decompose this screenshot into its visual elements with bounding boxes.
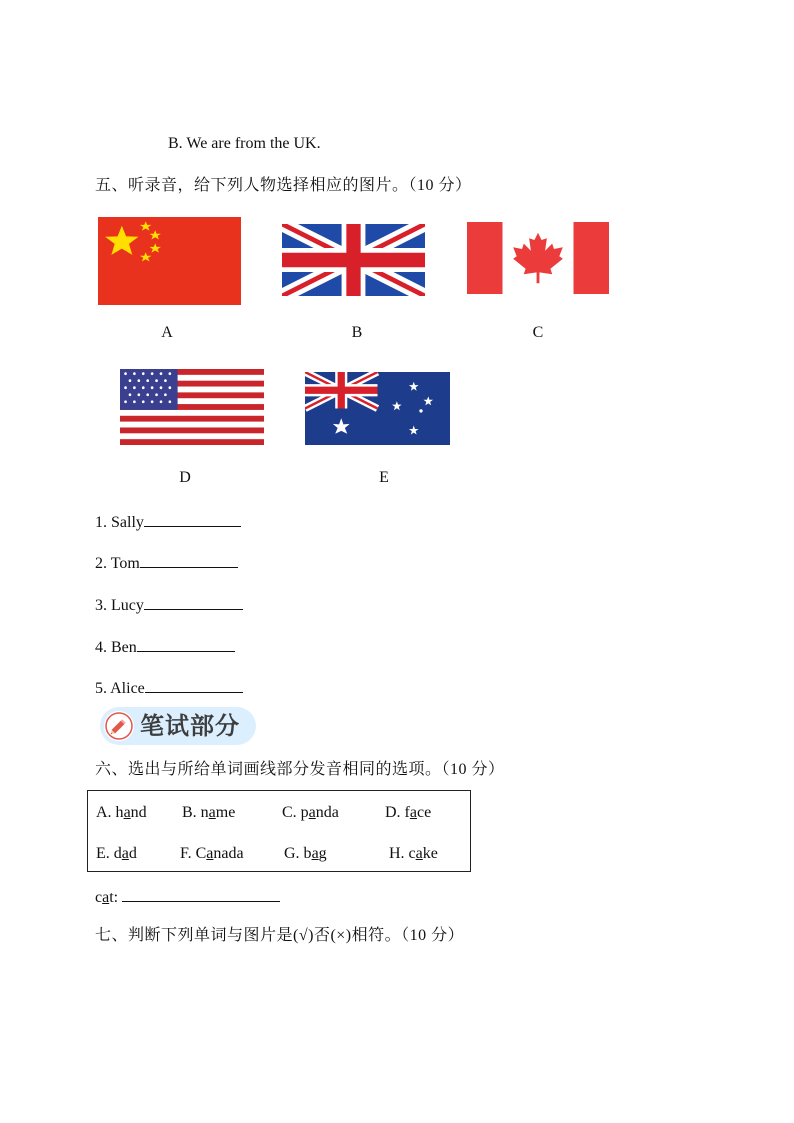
question-label: 1. Sally	[95, 514, 144, 531]
australia-flag-icon	[305, 372, 450, 445]
option-b-text: B. We are from the UK.	[168, 135, 321, 152]
target-word-line	[95, 885, 280, 908]
question-label: 5. Alice	[95, 680, 145, 697]
answer-blank[interactable]	[137, 635, 235, 652]
option-f: F. Canada	[180, 845, 244, 862]
flag-caption-b: B	[351, 324, 363, 341]
section-7-title: 七、判断下列单词与图片是(√)否(×)相符。（10 分）	[95, 927, 465, 944]
answer-blank[interactable]	[122, 885, 280, 902]
section-6-title: 六、选出与所给单词画线部分发音相同的选项。（10 分）	[95, 761, 505, 778]
canada-flag-icon	[467, 222, 609, 294]
answer-blank[interactable]	[144, 593, 243, 610]
question-5	[95, 676, 243, 699]
written-part-badge	[100, 707, 256, 745]
question-4	[95, 635, 235, 658]
flag-caption-a: A	[161, 324, 173, 341]
option-e: E. dad	[96, 845, 137, 862]
written-part-label: 笔试部分	[140, 712, 240, 740]
option-a: A. hand	[96, 804, 147, 821]
section-5-title: 五、听录音，给下列人物选择相应的图片。（10 分）	[95, 177, 472, 194]
pencil-icon	[104, 711, 134, 741]
question-label: 3. Lucy	[95, 597, 144, 614]
answer-blank[interactable]	[140, 551, 238, 568]
uk-flag-icon	[282, 224, 425, 296]
answer-blank[interactable]	[144, 510, 241, 527]
question-1	[95, 510, 241, 533]
flag-caption-d: D	[179, 469, 191, 486]
option-d: D. face	[385, 804, 432, 821]
question-label: 2. Tom	[95, 555, 140, 572]
china-flag-icon	[98, 217, 241, 305]
option-g: G. bag	[284, 845, 327, 862]
question-label: 4. Ben	[95, 639, 137, 656]
option-h: H. cake	[389, 845, 438, 862]
flag-caption-e: E	[379, 469, 389, 486]
usa-flag-icon	[120, 369, 264, 445]
answer-blank[interactable]	[145, 676, 243, 693]
target-word: cat:	[95, 889, 119, 906]
question-3	[95, 593, 243, 616]
question-2	[95, 551, 238, 574]
option-b: B. name	[182, 804, 236, 821]
option-c: C. panda	[282, 804, 339, 821]
flag-caption-c: C	[532, 324, 544, 341]
options-box	[87, 790, 471, 872]
